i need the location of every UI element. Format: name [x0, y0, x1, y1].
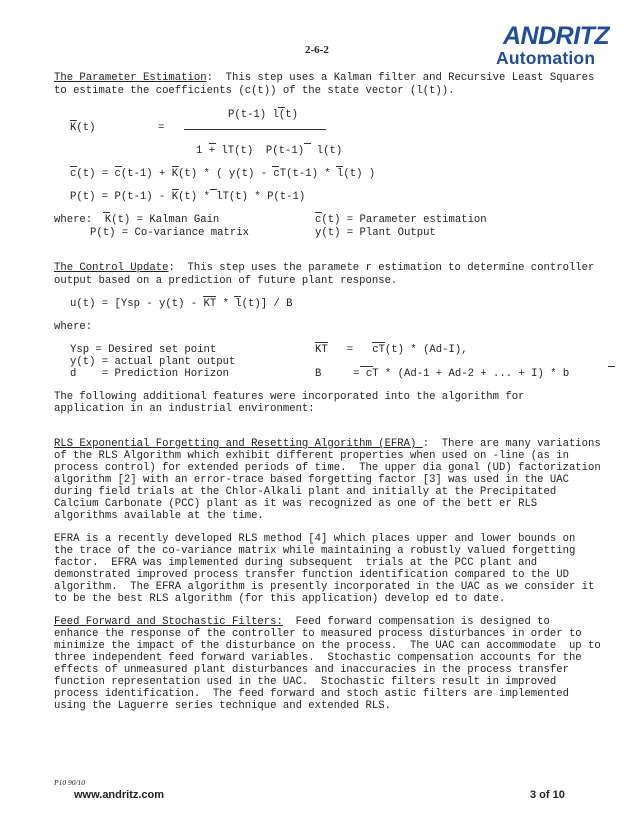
ffsf-line-3: minimize the impact of the disturbance on the process. The UAC can accommodate up to [54, 640, 601, 652]
param-est-intro-line-1: The Parameter Estimation: This step uses a Kalman filter and Recursive Least Squares [54, 72, 595, 84]
ffsf-line-5: effects of unmeasured plant disturbances and inaccuracies in the process transfer [54, 664, 569, 676]
control-intro-line-1: The Control Update: This step uses the paramete r estimation to determine controller [54, 262, 595, 274]
overbar-mark [608, 366, 615, 367]
overbar-mark [372, 342, 385, 343]
control-where: where: [54, 321, 93, 333]
def-ysp: Ysp = Desired set point [70, 344, 217, 356]
overbar-mark [272, 166, 279, 167]
overbar-mark [70, 166, 77, 167]
footer-website-link[interactable]: www.andritz.com [74, 789, 165, 801]
def-d: d = Prediction Horizon [70, 368, 229, 380]
footer-doc-code: P10 90/10 [54, 778, 86, 787]
control-intro-line-2: output based on a prediction of future plant response. [54, 275, 398, 287]
overbar-mark [203, 296, 216, 297]
efra-p2-line-1: EFRA is a recently developed RLS method [4] which places upper and lower bounds on [54, 533, 576, 545]
ffsf-line-7: process identification. The feed forward and stoch astic filters are implemented [54, 688, 569, 700]
andritz-logo: ANDRITZ [503, 22, 610, 50]
efra-p2-line-4: demonstrated improved process transfer function identification compared to the UD [54, 569, 569, 581]
efra-heading: RLS Exponential Forgetting and Resetting Algorithm (EFRA) [54, 438, 423, 450]
overbar-mark [70, 120, 77, 121]
overbar-mark [315, 342, 328, 343]
where-plant-output: y(t) = Plant Output [315, 227, 436, 239]
def-b: B = cT * (Ad-1 + Ad-2 + ... + I) * b [315, 368, 570, 380]
efra-p2-line-5: algorithm. The EFRA algorithm is presently incorporated in the UAC as we consider it [54, 581, 595, 593]
efra-line-5: during field trials at the Chlor-Alkali plant and initially at the Precipitated [54, 486, 557, 498]
ffsf-line-4: three independent feed forward variables. Stochastic compensation accounts for the [54, 652, 582, 664]
efra-p2-line-6: to be the best RLS algorithm (for this application) develop ed to date. [54, 593, 506, 605]
overbar-mark [209, 143, 216, 144]
page-number: 2-6-2 [305, 44, 329, 56]
automation-logo-text: Automation [496, 48, 596, 68]
overbar-mark [360, 366, 373, 367]
eq1-lhs: K(t) [70, 122, 96, 134]
overbar-mark [234, 296, 241, 297]
ffsf-heading: Feed Forward and Stochastic Filters: [54, 616, 283, 628]
overbar-mark [115, 166, 122, 167]
overbar-mark [278, 107, 285, 108]
def-kt: KT = cT(t) * (Ad-I), [315, 344, 468, 356]
features-line-1: The following additional features were incorporated into the algorithm for [54, 391, 525, 403]
overbar-mark [210, 189, 217, 190]
efra-line-1: RLS Exponential Forgetting and Resetting Algorithm (EFRA) : There are many variations [54, 438, 601, 450]
ffsf-line-8: using the Laguerre series technique and extended RLS. [54, 700, 391, 712]
efra-p2-line-2: the trace of the co-variance matrix while maintaining a robustly valued forgetting [54, 545, 576, 557]
efra-line-6: Calcium Carbonate (PCC) plant as it was recognized as one of the bett er RLS [54, 498, 538, 510]
features-line-2: application in an industrial environment: [54, 403, 315, 415]
efra-line-3: process control) for extended periods of time. The upper dia gonal (UD) factorization [54, 462, 601, 474]
efra-line-7: algorithms available at the time. [54, 510, 264, 522]
param-est-heading: The Parameter Estimation [54, 72, 207, 84]
control-equation: u(t) = [Ysp - y(t) - KT * l(t)] / B [70, 298, 293, 310]
where-param-estimation: c(t) = Parameter estimation [315, 214, 487, 226]
efra-line-4: algorithm [2] with an error-trace based forgetting factor [3] was used in the UAC [54, 474, 569, 486]
efra-p2-line-3: factor. EFRA was implemented during subsequent trials at the PCC plant and [54, 557, 538, 569]
ffsf-line-2: enhance the response of the controller to measured process disturbances in order to [54, 628, 582, 640]
where-kalman-gain: where: K(t) = Kalman Gain [54, 214, 220, 226]
ffsf-line-1: Feed Forward and Stochastic Filters: Feed forward compensation is designed to [54, 616, 550, 628]
efra-line-2: of the RLS Algorithm which exhibit different properties when used on -line (as in [54, 450, 569, 462]
eq3: P(t) = P(t-1) - K(t) * lT(t) * P(t-1) [70, 191, 306, 203]
eq1-equals: = [158, 122, 165, 134]
eq2: c(t) = c(t-1) + K(t) * ( y(t) - cT(t-1) * l(t) ) [70, 168, 376, 180]
eq1-numerator: P(t-1) l(t) [228, 109, 298, 121]
eq1-denominator: 1 + lT(t) P(t-1) l(t) [196, 145, 343, 157]
overbar-mark [172, 189, 179, 190]
overbar-mark [336, 166, 343, 167]
control-heading: The Control Update [54, 262, 169, 274]
fraction-bar [184, 129, 326, 130]
overbar-mark [315, 212, 322, 213]
overbar-mark [103, 212, 110, 213]
ffsf-line-6: function representation used in the UAC. Stochastic filters result in improved [54, 676, 557, 688]
where-covariance: P(t) = Co-variance matrix [90, 227, 249, 239]
param-est-intro-line-2: to estimate the coefficients (c(t)) of the state vector (l(t)). [54, 85, 455, 97]
overbar-mark [172, 166, 179, 167]
footer-page-count: 3 of 10 [530, 789, 565, 801]
def-yt: y(t) = actual plant output [70, 356, 236, 368]
overbar-mark [304, 143, 311, 144]
